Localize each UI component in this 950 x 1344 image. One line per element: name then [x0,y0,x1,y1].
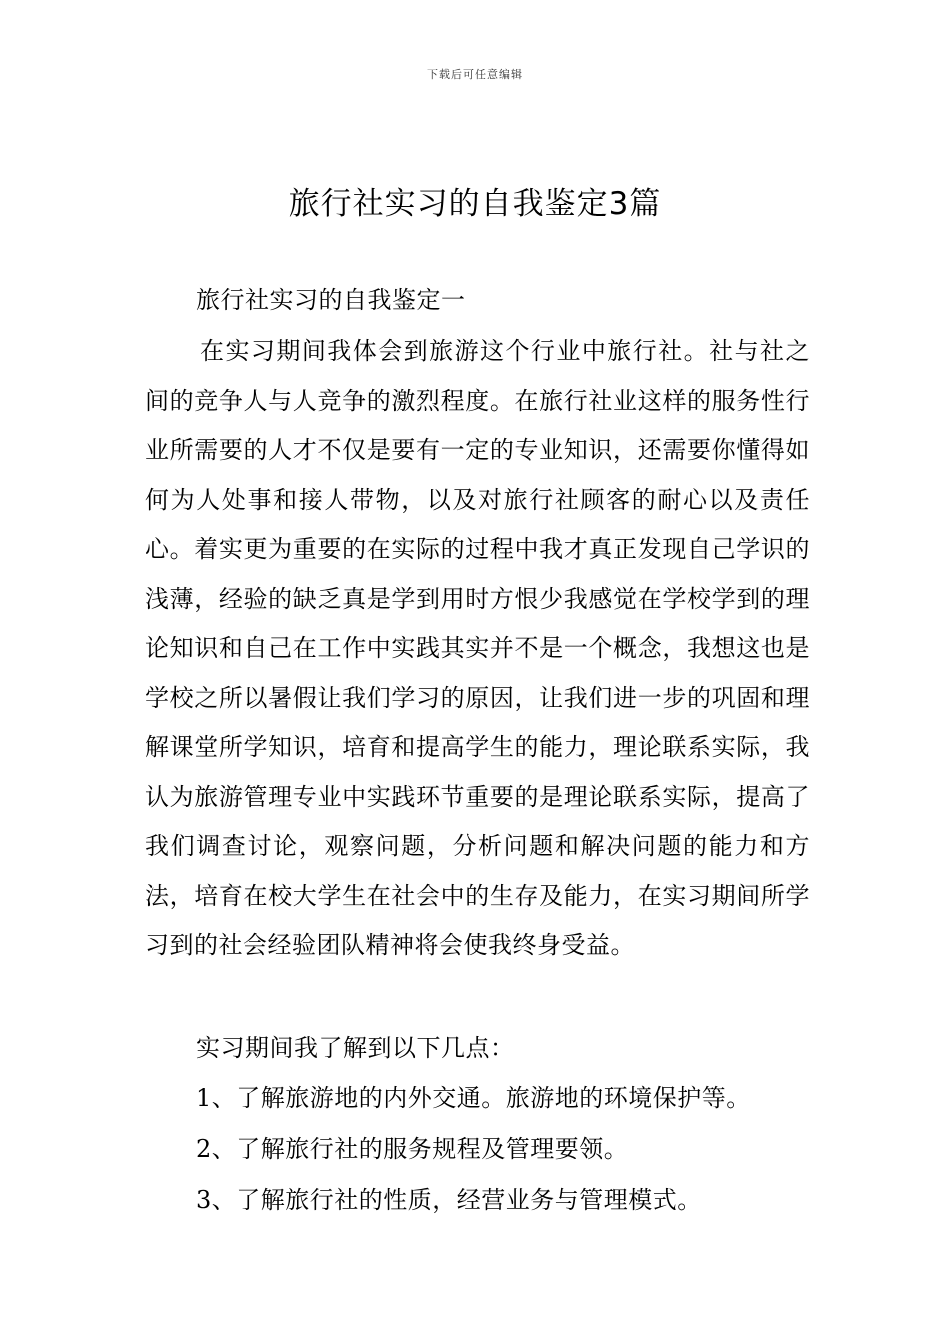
page-title: 旅行社实习的自我鉴定3篇 [288,186,662,222]
list-intro: 实习期间我了解到以下几点： [196,1034,515,1062]
list-item: 3、了解旅行社的性质，经营业务与管理模式。 [196,1186,702,1214]
numbered-list [196,1080,751,1233]
list-item: 2、了解旅行社的服务规程及管理要领。 [196,1135,629,1163]
list-item: 1、了解旅游地的内外交通。旅游地的环境保护等。 [196,1084,751,1112]
header-note: 下载后可任意编辑 [427,68,523,81]
body-paragraph: 在实习期间我体会到旅游这个行业中旅行社。社与社之间的竞争人与人竞争的激烈程度。在旅行社业这样的服务性行业所需要的人才不仅是要有一定的专业知识，还需要你懂得如何为人处事和接人带物，以及对旅行社顾客的耐心以及责任心。着实更为重要的在实际的过程中我才真正发现自己学识的浅薄，经验的缺乏真是学到用时方恨少我感觉在学校学到的理论知识和自己在工作中实践其实并不是一个概念，我想这也是学校之所以暑假让我们学习的原因，让我们进一步的巩固和理解课堂所学知识，培育和提高学生的能力，理论联系实际，我认为旅游管理专业中实践环节重要的是理论联系实际，提高了我们调查讨论，观察问题，分析问题和解决问题的能力和方法，培育在校大学生在社会中的生存及能力，在实习期间所学习到的社会经验团队精神将会使我终身受益。 [145,337,810,959]
section-heading: 旅行社实习的自我鉴定一 [196,286,466,314]
